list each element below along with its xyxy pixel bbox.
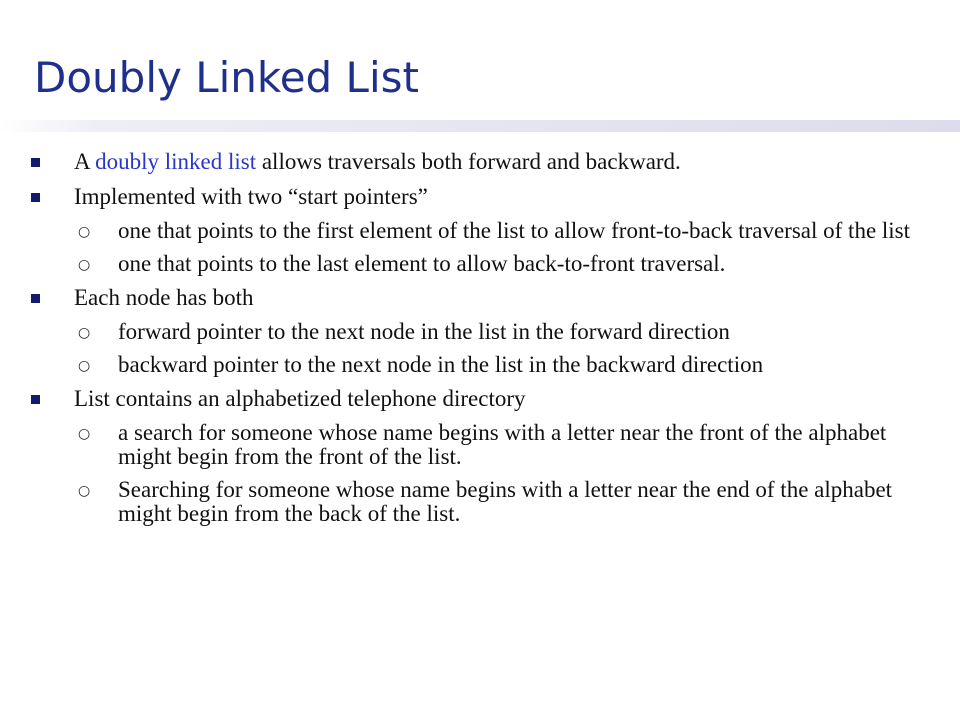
sub-bullet-item <box>0 478 960 526</box>
circle-bullet-icon: ○ <box>78 358 91 374</box>
sub-bullet-item <box>0 353 960 377</box>
title-underline-bar <box>0 120 960 132</box>
sub-bullet-text: one that points to the first element of the list to allow front-to-back traversal of the list <box>118 218 911 243</box>
bullet-item <box>0 183 960 210</box>
sub-bullet-item <box>0 219 960 243</box>
square-bullet-icon <box>31 193 40 202</box>
sub-bullet-text: a search for someone whose name begins with a letter near the front of the alphabet might begin from the front of the list. <box>118 420 887 469</box>
square-bullet-icon <box>31 395 40 404</box>
sub-bullet-text: one that points to the last element to allow back-to-front traversal. <box>118 251 726 276</box>
bullet-text: Implemented with two “start pointers” <box>74 184 428 209</box>
sub-bullet-text: Searching for someone whose name begins with a letter near the end of the alphabet might begin from the back of the list. <box>118 477 893 526</box>
bullet-item <box>0 385 960 412</box>
circle-bullet-icon: ○ <box>78 257 91 273</box>
term-highlight: doubly linked list <box>95 149 257 174</box>
bullet-item <box>0 148 960 175</box>
circle-bullet-icon: ○ <box>78 426 91 442</box>
slide-title: Doubly Linked List <box>34 53 419 102</box>
circle-bullet-icon: ○ <box>78 483 91 499</box>
bullet-text: Each node has both <box>74 285 254 310</box>
square-bullet-icon <box>31 158 40 167</box>
bullet-list <box>0 140 960 526</box>
sub-bullet-item <box>0 320 960 344</box>
circle-bullet-icon: ○ <box>78 325 91 341</box>
bullet-item <box>0 284 960 311</box>
bullet-text-suffix: allows traversals both forward and backward. <box>256 149 681 174</box>
circle-bullet-icon: ○ <box>78 224 91 240</box>
sub-bullet-text: forward pointer to the next node in the list in the forward direction <box>118 319 730 344</box>
sub-bullet-item <box>0 421 960 469</box>
sub-bullet-text: backward pointer to the next node in the list in the backward direction <box>118 352 764 377</box>
bullet-text-prefix: A <box>74 149 96 174</box>
square-bullet-icon <box>31 294 40 303</box>
bullet-text: List contains an alphabetized telephone directory <box>74 386 526 411</box>
sub-bullet-item <box>0 252 960 276</box>
